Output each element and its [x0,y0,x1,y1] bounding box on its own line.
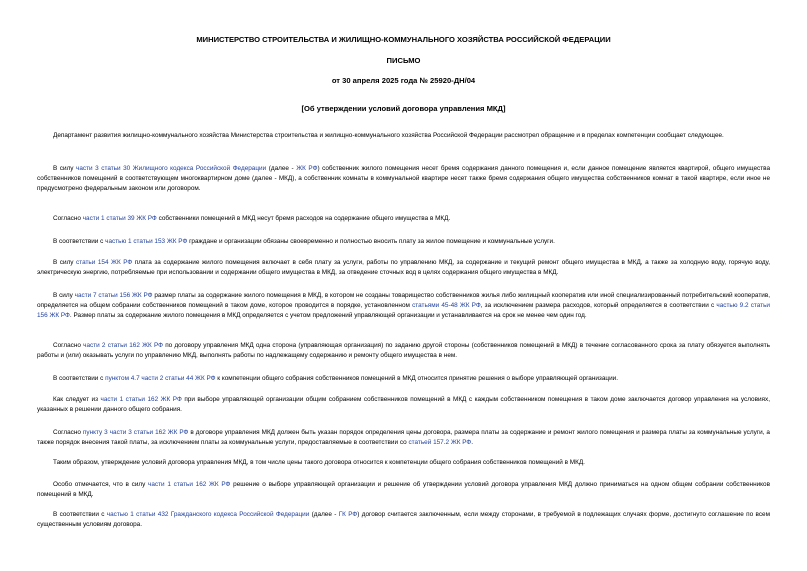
paragraph-text: В соответствии с [53,511,107,518]
law-reference-link[interactable]: статьями 45-48 ЖК РФ [412,301,481,309]
law-reference-link[interactable]: части 1 статьи 162 ЖК РФ [148,481,231,488]
paragraph-text: Согласно [53,429,83,436]
paragraph [37,291,770,320]
paragraph-text: Как следует из [53,396,101,403]
law-reference-link[interactable]: части 1 статьи 162 ЖК РФ [100,396,182,403]
paragraph-text: при выборе управляющей организации общим собранием собственников помещений в МКД с каждым собственником помещения в таком доме заключается договор управления на условиях, указанных в решении данного общего собрания. [37,396,770,413]
law-reference-link[interactable]: части 1 статьи 39 ЖК РФ [82,215,157,222]
law-reference-link[interactable]: частью 1 статьи 153 ЖК РФ [105,238,188,245]
paragraph-text: Департамент развития жилищно-коммунального хозяйства Министерства строительства и жилищно-коммунального хозяйства Российской Федерации рассмотрел обращение и в пределах компетенции сообщает следующее. [53,132,724,139]
paragraph-text: . Размер платы за содержание жилого помещения в МКД определяется с учетом предложений управляющей организации и устанавливается на срок не менее чем один год. [69,311,587,319]
paragraph-text: (далее - [309,511,339,518]
paragraph [37,480,770,500]
paragraph-text: В силу [53,292,75,299]
paragraph [37,131,770,141]
law-reference-link[interactable]: ГК РФ [338,511,358,518]
law-reference-link[interactable]: статьей 157.2 ЖК РФ [408,438,472,446]
paragraph-text: решение о выборе управляющей организации и решение об утверждении условий договора управления МКД должно приниматься на одном общем собрании собственников помещений в МКД. [37,481,770,498]
paragraph-text: ) собственник жилого помещения несет бремя содержания данного помещения и, если данное помещение является квартирой, общего имущества собственников помещений в соответствующем многоквартирном доме (далее - МКД), а собственник комнаты в коммунальной квартире несет также бремя содержания общего имущества собственников комнат в такой квартире, если иное не предусмотрено федеральным законом или договором. [37,165,770,192]
law-reference-link[interactable]: части 2 статьи 162 ЖК РФ [83,342,163,349]
paragraph-text: Особо отмечается, что в силу [53,481,149,488]
paragraph-text: к компетенции общего собрания собственников помещений в МКД относится принятие решения о выборе управляющей организации. [215,375,618,382]
doc-date-number: от 30 апреля 2025 года № 25920-ДН/04 [331,76,476,85]
paragraph-text: В силу [53,165,77,172]
doc-subject: [Об утверждении условий договора управления МКД] [301,104,506,113]
paragraph-text: по договору управления МКД одна сторона (управляющая организация) по заданию другой стороны (собственников помещений в МКД) в течение согласованного срока за плату обязуется выполнять работы и (или) оказывать услуги по управлению МКД, выполнять работы по надлежащему содержанию и ремонту общего имущества в нем. [37,342,770,359]
law-reference-link[interactable]: пунктом 4.7 части 2 статьи 44 ЖК РФ [105,375,216,382]
law-reference-link[interactable]: статьи 154 ЖК РФ [76,259,133,266]
law-reference-link[interactable]: части 3 статьи 30 Жилищного кодекса Российской Федерации [76,165,267,172]
paragraph [37,458,770,468]
law-reference-link[interactable]: частью 9.2 статьи 156 ЖК РФ [37,301,770,319]
paragraph [37,258,770,278]
paragraph-text: В соответствии с [53,238,106,245]
paragraph [37,374,770,384]
paragraph [37,164,770,193]
doc-type: ПИСЬМО [386,56,421,65]
paragraph-text: в договоре управления МКД должен быть указан порядок определения цены договора, размера платы за содержание и ремонт жилого помещения и размера платы за коммунальные услуги, а также порядок внесения такой платы, за исключением платы за коммунальные услуги, предоставляемые в соответствии со [37,429,770,446]
law-reference-link[interactable]: частью 1 статьи 432 Гражданского кодекса Российской Федерации [106,511,310,518]
paragraph-text: , за исключением размера расходов, который определяется в соответствии с [480,301,717,309]
paragraph-text: Согласно [53,215,83,222]
paragraph-text: собственники помещений в МКД несут бремя расходов на содержание общего имущества в МКД. [156,215,451,222]
paragraph [37,510,770,530]
ministry-title: МИНИСТЕРСТВО СТРОИТЕЛЬСТВА И ЖИЛИЩНО-КОММУНАЛЬНОГО ХОЗЯЙСТВА РОССИЙСКОЙ ФЕДЕРАЦИИ [196,35,611,44]
paragraph [37,395,770,415]
paragraph-text: ) договор считается заключенным, если между сторонами, в требуемой в подлежащих случаях форме, достигнуто соглашение по всем существенным условиям договора. [37,511,770,528]
law-reference-link[interactable]: пункту 3 части 3 статьи 162 ЖК РФ [82,429,189,436]
paragraph [37,341,770,361]
paragraph [37,428,770,448]
paragraph-text: (далее - [266,165,297,172]
paragraph-text: В соответствии с [53,375,106,382]
paragraph-text: размер платы за содержание жилого помещения в МКД, в котором не созданы товарищество собственников жилья либо жилищный кооператив или иной специализированный потребительский кооператив, определяется на общем собрании собственников помещений в таком доме, которое проводится в порядке, установленном [37,292,770,309]
paragraph-text: В силу [53,259,77,266]
paragraph [37,237,770,247]
paragraph-text: граждане и организации обязаны своевременно и полностью вносить плату за жилое помещение и коммунальные услуги. [187,238,555,245]
paragraph-text: плата за содержание жилого помещения включает в себя плату за услуги, работы по управлению МКД, за содержание и текущий ремонт общего имущества в МКД, а также за холодную воду, горячую воду, электрическую энергию, потребляемые при использовании и содержании общего имущества в МКД, за отведение сточных вод в целях содержания общего имущества в МКД. [37,259,770,276]
paragraph-text: Таким образом, утверждение условий договора управления МКД, в том числе цены такого договора относится к компетенции общего собрания собственников помещений в МКД. [53,459,585,466]
law-reference-link[interactable]: ЖК РФ [296,165,318,172]
paragraph [37,214,770,224]
paragraph-text: Согласно [53,342,84,349]
paragraph-text: . [471,438,474,446]
law-reference-link[interactable]: части 7 статьи 156 ЖК РФ [74,292,153,299]
